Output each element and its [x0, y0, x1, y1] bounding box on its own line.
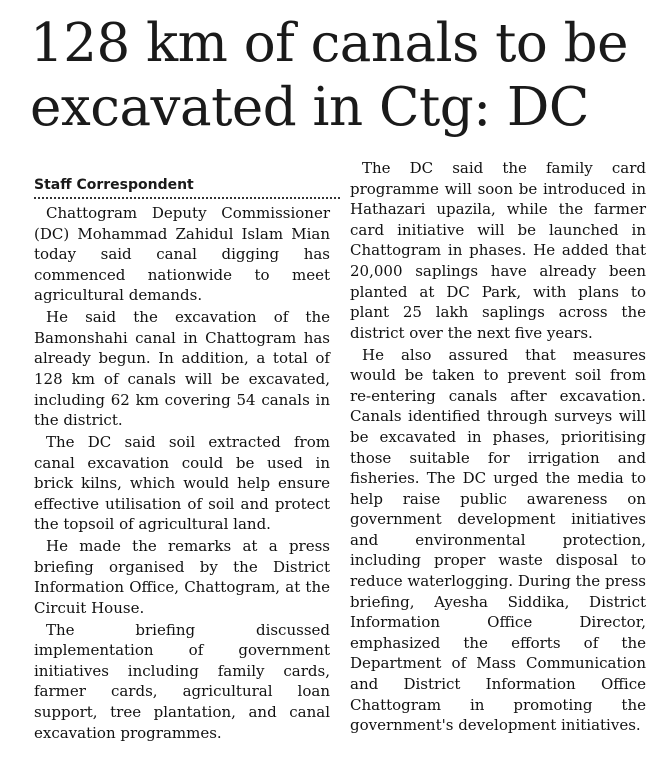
paragraph: He made the remarks at a press briefing organised by the District Information Office, Chattogram, at the Circuit House. — [34, 537, 330, 617]
paragraph: The briefing discussed implementation of government initiatives including family cards, farmer cards, agricultural loan support, tree plantation, and canal excavation programmes. — [34, 620, 330, 742]
article-column-left — [34, 203, 330, 744]
paragraph: The DC said the family card programme will soon be introduced in Hathazari upazila, while the farmer card initiative will be launched in Chattogram in phases. He added that 20,000 saplings have already been planted at DC Park, with plans to plant 25 lakh saplings across the district over the next five years. — [350, 159, 646, 342]
paragraph: He also assured that measures would be taken to prevent soil from re-entering canals after excavation. Canals identified through surveys will be excavated in phases, prioritising those suitable for irrigation and fisheries. The DC urged the media to help raise public awareness on government development initiatives and environmental protection, including proper waste disposal to reduce waterlogging. During the press briefing, Ayesha Siddika, District Information Office Director, emphasized the efforts of the Department of Mass Communication and District Information Office Chattogram in promoting the government's development initiatives. — [350, 345, 646, 735]
byline: Staff Correspondent — [34, 175, 340, 199]
headline: 128 km of canals to be excavated in Ctg: DC — [30, 13, 628, 138]
article-column-right — [350, 158, 646, 737]
paragraph: He said the excavation of the Bamonshahi canal in Chattogram has already begun. In addition, a total of 128 km of canals will be excavated, including 62 km covering 54 canals in the district. — [34, 308, 330, 430]
paragraph: Chattogram Deputy Commissioner (DC) Mohammad Zahidul Islam Mian today said canal digging has commenced nationwide to meet agricultural demands. — [34, 204, 330, 305]
paragraph: The DC said soil extracted from canal excavation could be used in brick kilns, which would help ensure effective utilisation of soil and protect the topsoil of agricultural land. — [34, 432, 330, 534]
